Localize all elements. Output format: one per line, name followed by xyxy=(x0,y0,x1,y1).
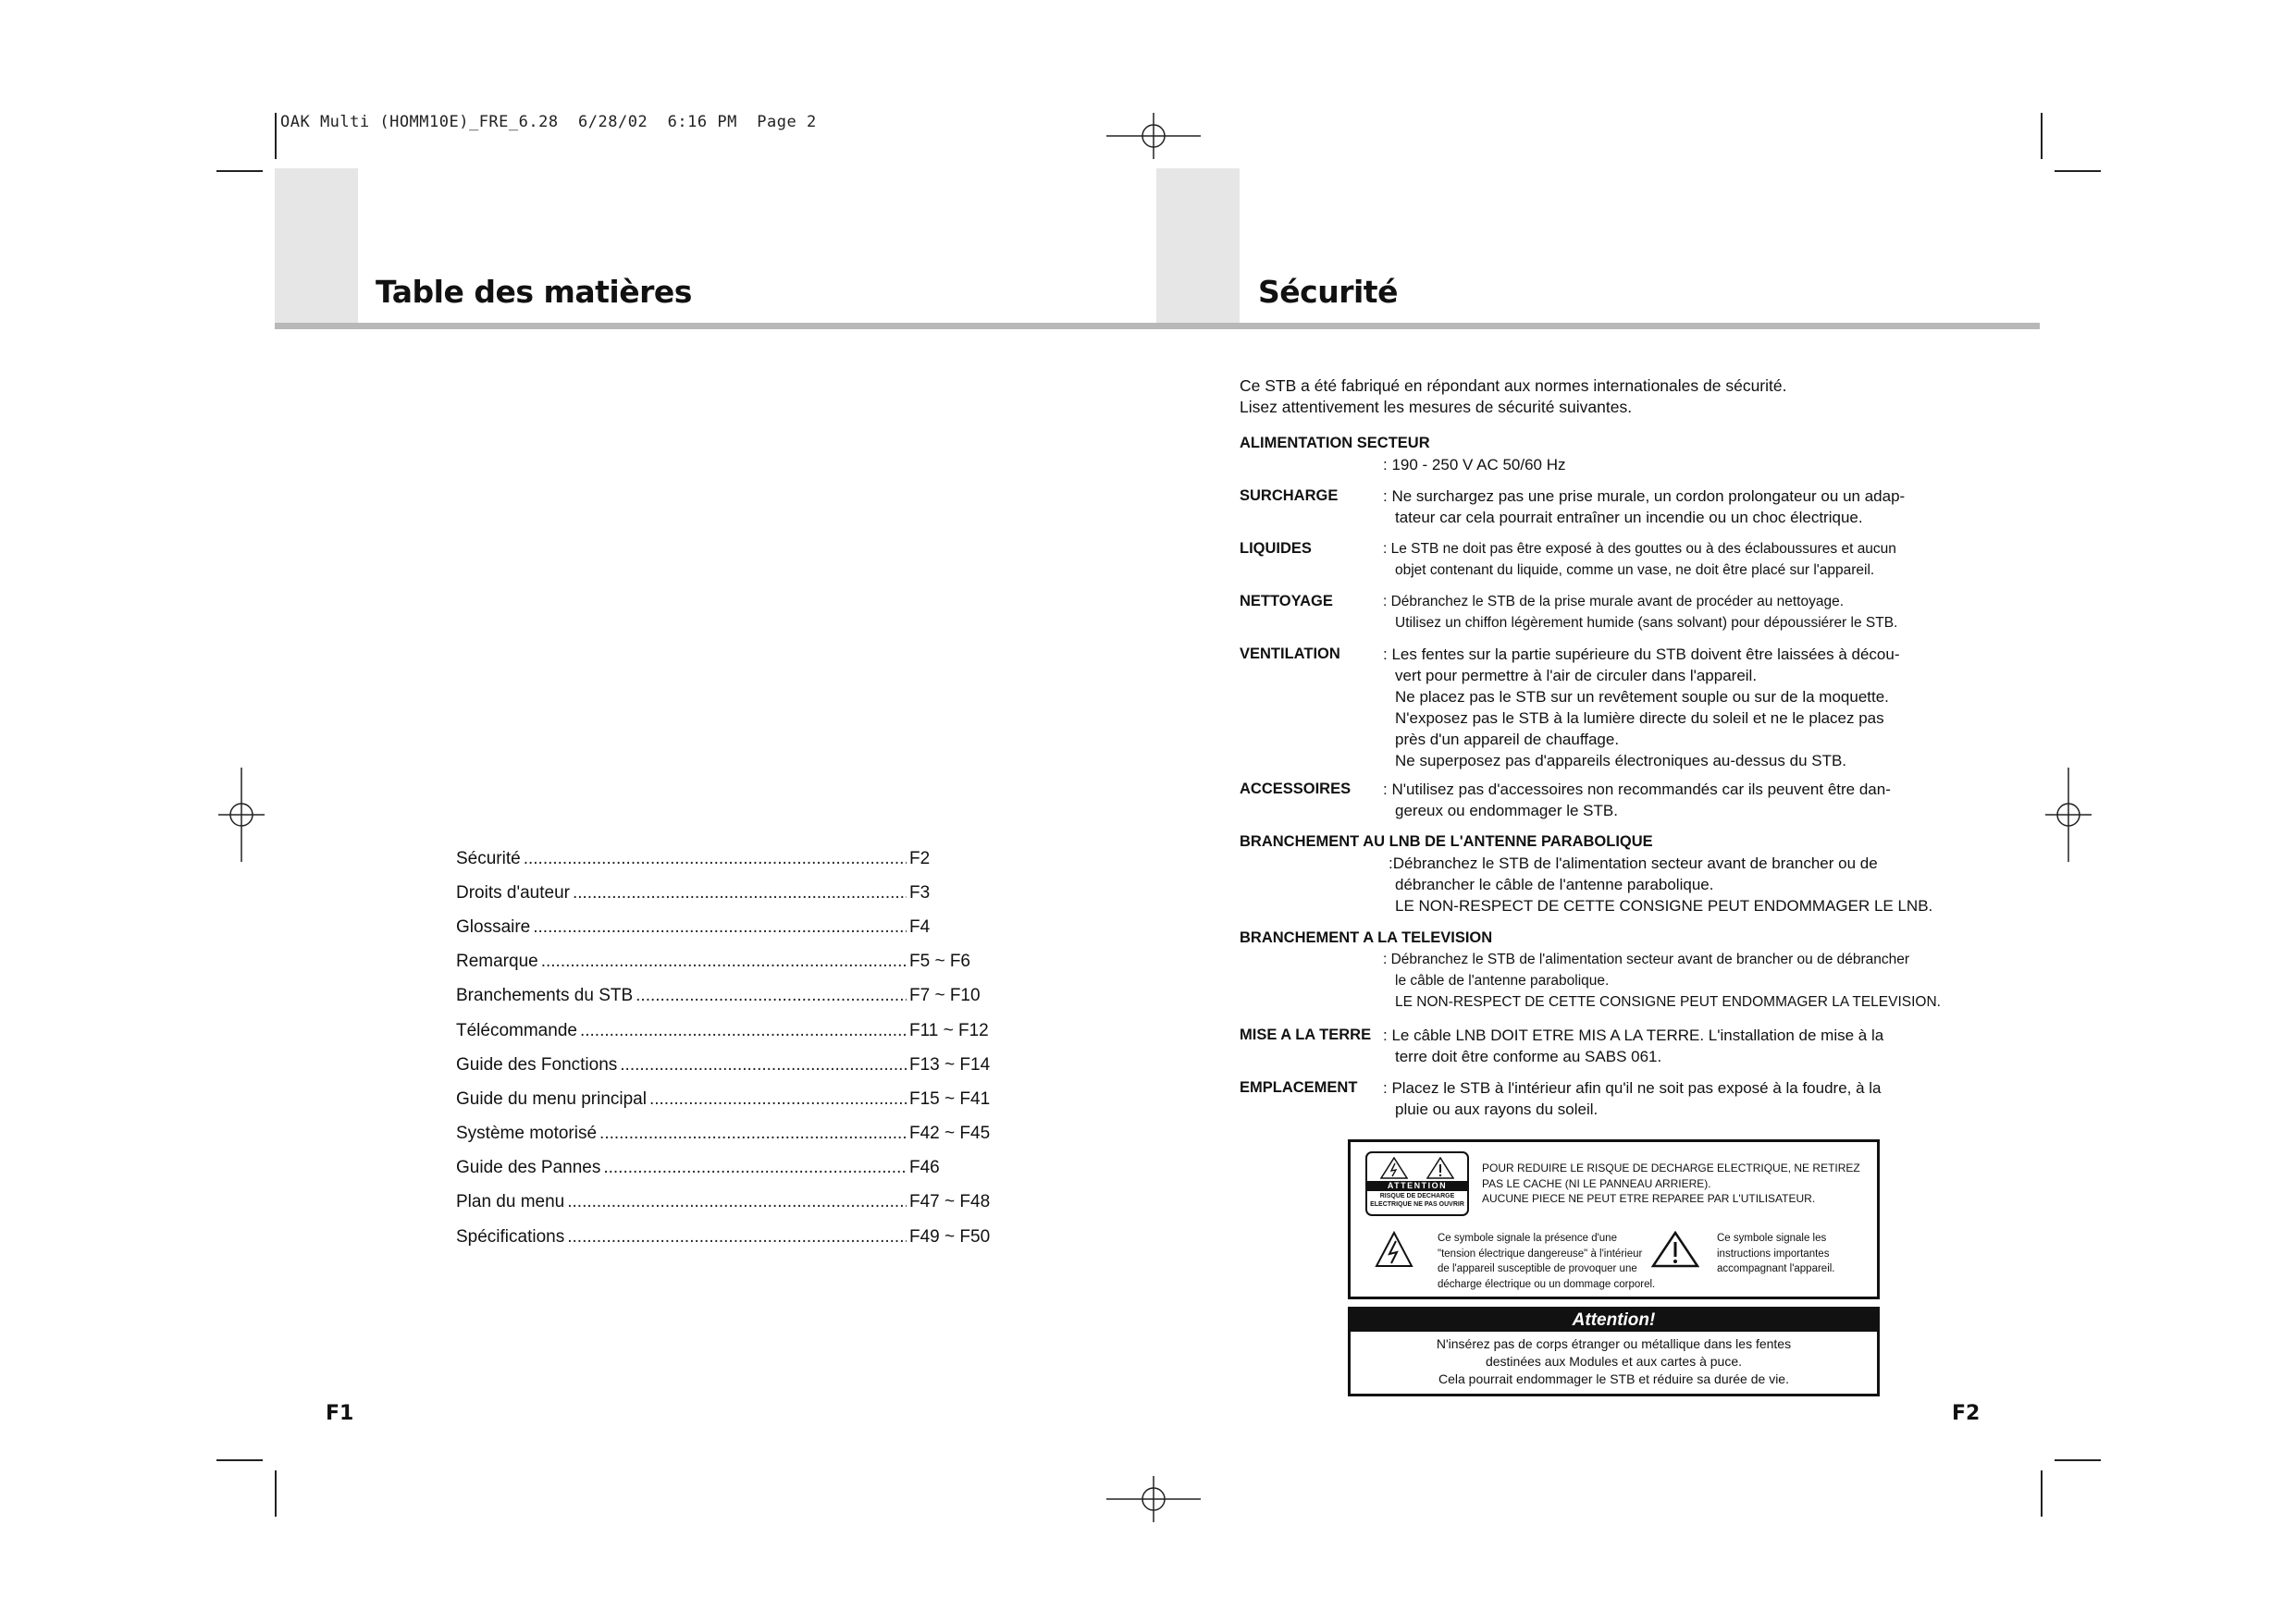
crop-mark xyxy=(216,1459,263,1461)
security-intro: Ce STB a été fabriqué en répondant aux normes internationales de sécurité. Lisez attentivement les mesures de sécurité suivantes. xyxy=(1240,376,1787,416)
page-number-left: F1 xyxy=(326,1402,354,1425)
exclamation-triangle-icon xyxy=(1651,1231,1699,1268)
lightning-symbol-description: Ce symbole signale la présence d'une "tension électrique dangereuse" à l'intérieur de l'appareil susceptible de provoquer une décharge électrique ou un dommage corporel. xyxy=(1438,1233,1656,1290)
crop-mark xyxy=(275,1470,277,1517)
table-of-contents xyxy=(456,842,1002,1254)
exclamation-symbol-description: Ce symbole signale les instructions importantes accompagnant l'appareil. xyxy=(1717,1233,1835,1274)
exclamation-triangle-icon xyxy=(1426,1157,1454,1179)
header-gray-tab xyxy=(1156,168,1240,326)
attention-badge: ATTENTION RISQUE DE DECHARGE ELECTRIQUE NE PAS OUVRIR xyxy=(1365,1151,1469,1216)
page-title-toc: Table des matières xyxy=(376,274,692,310)
attention-title: Attention! xyxy=(1351,1309,1877,1332)
toc-entry[interactable]: Branchements du STB ..... F7 ~ F10 xyxy=(456,979,1002,1014)
crop-mark xyxy=(216,170,263,172)
lightning-triangle-icon xyxy=(1380,1157,1408,1179)
toc-entry[interactable]: Sécurité ..... F2 xyxy=(456,842,1002,876)
toc-entry[interactable]: Guide des Pannes ..... F46 xyxy=(456,1151,1002,1186)
attention-box xyxy=(1348,1307,1880,1396)
warning-text: POUR REDUIRE LE RISQUE DE DECHARGE ELECTRIQUE, NE RETIREZ PAS LE CACHE (NI LE PANNEAU ARRIERE). AUCUNE PIECE NE PEUT ETRE REPAREE PAR L'UTILISATEUR. xyxy=(1482,1162,1860,1205)
crop-mark xyxy=(2055,1459,2101,1461)
lightning-triangle-icon xyxy=(1375,1231,1413,1268)
header-rule xyxy=(275,323,2040,329)
electric-shock-warning-box xyxy=(1348,1139,1880,1299)
page-number-right: F2 xyxy=(1952,1402,1981,1425)
registration-mark-icon xyxy=(1106,113,1201,159)
toc-entry[interactable]: Spécifications ..... F49 ~ F50 xyxy=(456,1220,1002,1254)
toc-entry[interactable]: Télécommande ..... F11 ~ F12 xyxy=(456,1014,1002,1048)
registration-mark-icon xyxy=(1106,1476,1201,1522)
crop-mark xyxy=(2055,170,2101,172)
header-gray-tab xyxy=(275,168,358,326)
crop-mark xyxy=(2041,113,2043,159)
page-title-security: Sécurité xyxy=(1258,274,1398,310)
toc-entry[interactable]: Système motorisé ..... F42 ~ F45 xyxy=(456,1117,1002,1151)
attention-text: N'insérez pas de corps étranger ou métallique dans les fentes destinées aux Modules et aux cartes à puce. Cela pourrait endommager le STB et réduire sa durée de vie. xyxy=(1436,1336,1792,1386)
crop-mark xyxy=(275,113,277,159)
toc-entry[interactable]: Plan du menu ..... F47 ~ F48 xyxy=(456,1186,1002,1220)
toc-entry[interactable]: Guide du menu principal ..... F15 ~ F41 xyxy=(456,1082,1002,1116)
toc-entry[interactable]: Remarque ..... F5 ~ F6 xyxy=(456,945,1002,979)
toc-entry[interactable]: Guide des Fonctions ..... F13 ~ F14 xyxy=(456,1048,1002,1082)
toc-entry[interactable]: Glossaire ..... F4 xyxy=(456,910,1002,944)
crop-mark xyxy=(2041,1470,2043,1517)
registration-mark-icon xyxy=(218,768,265,862)
print-header-info: OAK Multi (HOMM10E)_FRE_6.28 6/28/02 6:16 PM Page 2 xyxy=(280,113,817,131)
toc-entry[interactable]: Droits d'auteur ..... F3 xyxy=(456,876,1002,910)
registration-mark-icon xyxy=(2045,768,2092,862)
